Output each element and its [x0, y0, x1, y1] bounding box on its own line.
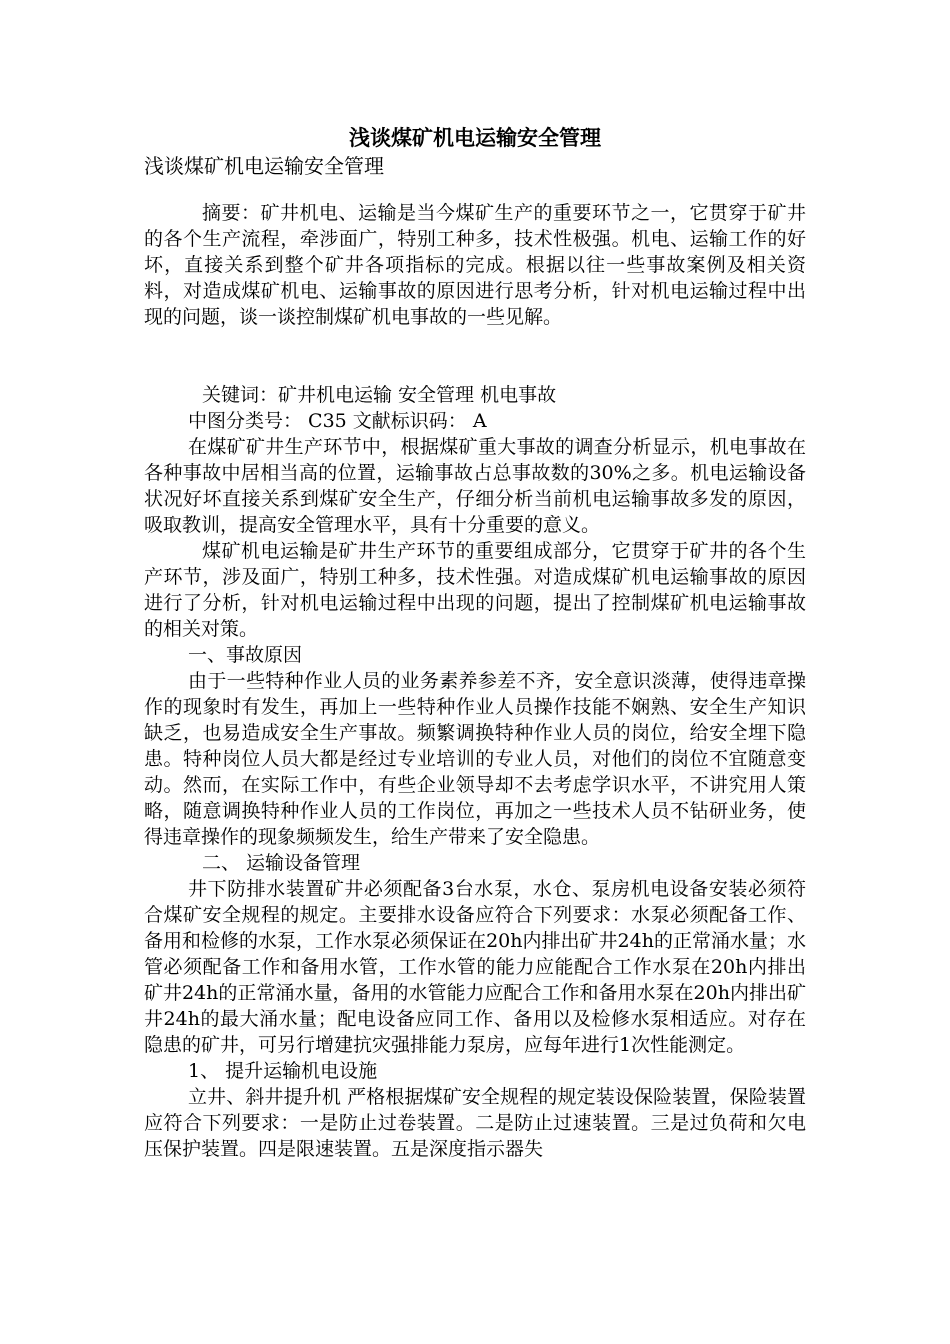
body-paragraph: 井下防排水装置矿井必须配备3台水泵，水仓、泵房机电设备安装必须符合煤矿安全规程的规定。主要排水设备应符合下列要求：水泵必须配备工作、备用和检修的水泵，工作水泵必须保证在20h内排出矿井24h的正常涌水量；水管必须配备工作和备用水管，工作水管的能力应能配合工作水泵在20h内排出矿井24h的正常涌水量，备用的水管能力应配合工作和备用水泵在20h内排出矿井24h的最大涌水量；配电设备应同工作、备用以及检修水泵相适应。对存在隐患的矿井，可另行增建抗灾强排能力泵房，应每年进行1次性能测定。	[144, 878, 806, 1056]
body-paragraph: 由于一些特种作业人员的业务素养参差不齐，安全意识淡薄，使得违章操作的现象时有发生，再加上一些特种作业人员操作技能不娴熟、安全生产知识缺乏，也易造成安全生产事故。频繁调换特种作业人员的岗位，给安全埋下隐患。特种岗位人员大都是经过专业培训的专业人员，对他们的岗位不宜随意变动。然而，在实际工作中，有些企业领导却不去考虑学识水平，不讲究用人策略，随意调换特种作业人员的工作岗位，再加之一些技术人员不钻研业务，使得违章操作的现象频频发生，给生产带来了安全隐患。	[144, 670, 806, 848]
abstract-paragraph: 摘要：矿井机电、运输是当今煤矿生产的重要环节之一，它贯穿于矿井的各个生产流程，牵涉面广，特别工种多，技术性极强。机电、运输工作的好坏，直接关系到整个矿井各项指标的完成。根据以往一些事故案例及相关资料，对造成煤矿机电、运输事故的原因进行思考分析，针对机电运输过程中出现的问题，谈一谈控制煤矿机电事故的一些见解。	[144, 202, 806, 328]
keywords-line: 关键词：矿井机电运输 安全管理 机电事故	[202, 384, 557, 406]
body-paragraph: 立井、斜井提升机 严格根据煤矿安全规程的规定装设保险装置，保险装置应符合下列要求：一是防止过卷装置。二是防止过速装置。三是过负荷和欠电压保护装置。四是限速装置。五是深度指示器失	[144, 1086, 806, 1160]
section-heading: 1、 提升运输机电设施	[188, 1060, 378, 1082]
document-body	[144, 200, 806, 1162]
document-subtitle: 浅谈煤矿机电运输安全管理	[144, 154, 384, 178]
document-title: 浅谈煤矿机电运输安全管理	[349, 125, 601, 150]
section-heading: 一、事故原因	[188, 644, 303, 666]
body-paragraph: 在煤矿矿井生产环节中，根据煤矿重大事故的调查分析显示，机电事故在各种事故中居相当高的位置，运输事故占总事故数的30%之多。机电运输设备状况好坏直接关系到煤矿安全生产，仔细分析当前机电运输事故多发的原因，吸取教训，提高安全管理水平，具有十分重要的意义。	[144, 436, 806, 536]
section-heading: 二、 运输设备管理	[202, 852, 361, 874]
classification-line: 中图分类号： C35 文献标识码： A	[188, 410, 487, 432]
body-paragraph: 煤矿机电运输是矿井生产环节的重要组成部分，它贯穿于矿井的各个生产环节，涉及面广，特别工种多，技术性强。对造成煤矿机电运输事故的原因进行了分析，针对机电运输过程中出现的问题，提出了控制煤矿机电运输事故的相关对策。	[144, 540, 806, 640]
